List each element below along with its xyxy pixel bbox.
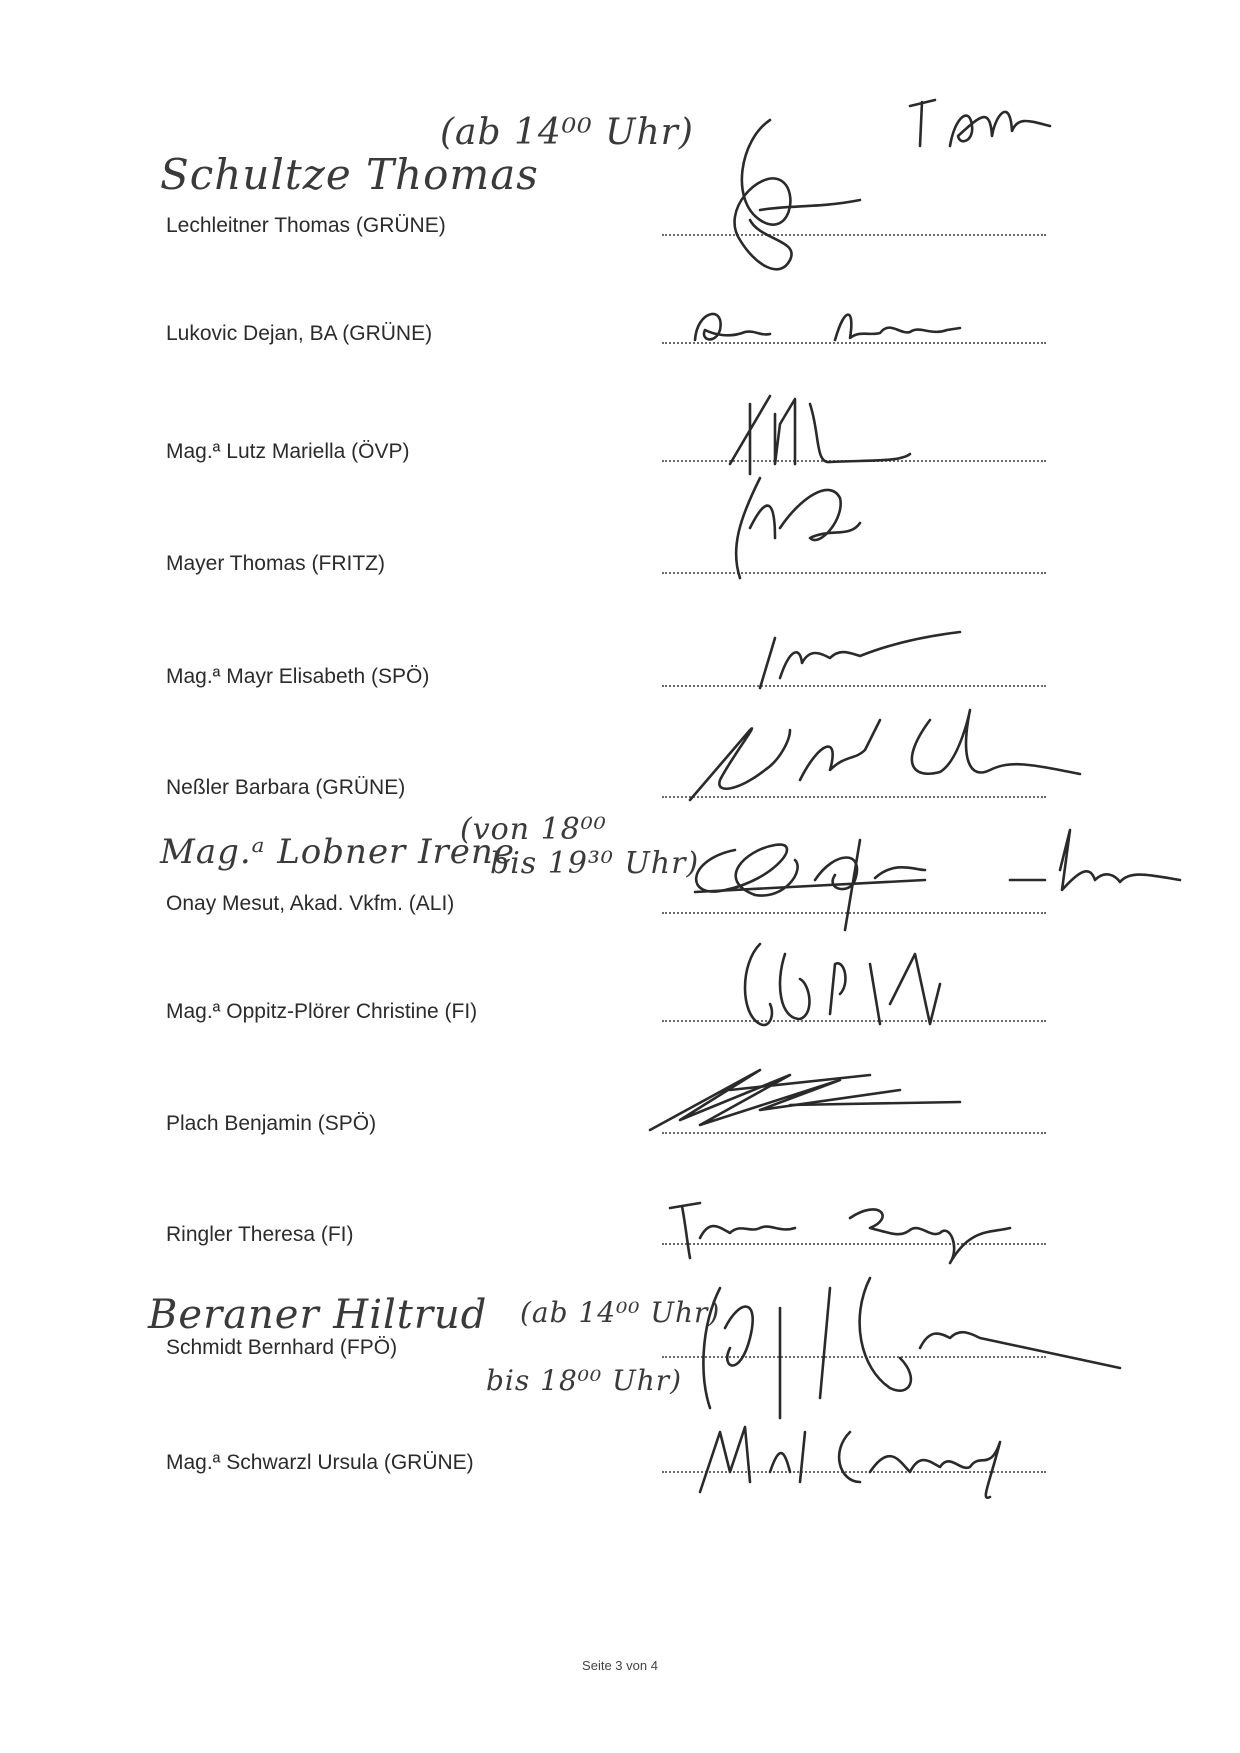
member-row	[0, 440, 1240, 463]
member-row	[0, 1451, 1240, 1474]
member-name: Mag.ª Mayr Elisabeth (SPÖ)	[166, 665, 430, 688]
member-name: Mag.ª Lutz Mariella (ÖVP)	[166, 440, 410, 463]
signature-image	[675, 820, 1005, 940]
member-name: Mag.ª Oppitz-Plörer Christine (FI)	[166, 1000, 478, 1023]
handwritten-schultze-name: Schultze Thomas	[160, 150, 539, 199]
signature-image	[720, 468, 900, 583]
signature-image	[640, 1050, 980, 1140]
signature-image	[660, 1188, 1040, 1268]
signature-image	[700, 80, 900, 290]
member-name: Plach Benjamin (SPÖ)	[166, 1112, 377, 1135]
handwritten-lobner-time-to: bis 19³⁰ Uhr)	[490, 846, 700, 881]
member-row	[0, 322, 1240, 345]
member-name: Neßler Barbara (GRÜNE)	[166, 776, 406, 799]
member-name: Schmidt Bernhard (FPÖ)	[166, 1336, 398, 1359]
signature-image	[1000, 820, 1200, 910]
member-row	[0, 1223, 1240, 1246]
member-name: Ringler Theresa (FI)	[166, 1223, 354, 1246]
signature-image	[670, 700, 1090, 830]
handwritten-lobner-name: Mag.ᵃ Lobner Irene	[160, 832, 515, 872]
handwritten-beraner-time-from: (ab 14⁰⁰ Uhr)	[520, 1296, 721, 1329]
signature-image	[685, 300, 1045, 355]
handwritten-beraner-time-to: bis 18⁰⁰ Uhr)	[486, 1364, 683, 1397]
member-row	[0, 1112, 1240, 1135]
member-name: Onay Mesut, Akad. Vkfm. (ALI)	[166, 892, 455, 915]
signature-image	[740, 618, 1060, 698]
signature-image	[680, 1268, 1130, 1428]
signature-image	[900, 86, 1060, 166]
member-name: Lechleitner Thomas (GRÜNE)	[166, 214, 446, 237]
signature-image	[730, 924, 970, 1044]
handwritten-schultze-time: (ab 14⁰⁰ Uhr)	[440, 112, 694, 153]
member-row	[0, 1000, 1240, 1023]
member-row	[0, 214, 1240, 237]
signature-image	[690, 1412, 1040, 1502]
handwritten-lobner-time-from: (von 18⁰⁰	[460, 812, 607, 847]
member-name: Lukovic Dejan, BA (GRÜNE)	[166, 322, 433, 345]
member-name: Mayer Thomas (FRITZ)	[166, 552, 385, 575]
page-number: Seite 3 von 4	[582, 1658, 658, 1673]
member-row	[0, 552, 1240, 575]
member-name: Mag.ª Schwarzl Ursula (GRÜNE)	[166, 1451, 474, 1474]
handwritten-beraner-name: Beraner Hiltrud	[148, 1292, 488, 1338]
